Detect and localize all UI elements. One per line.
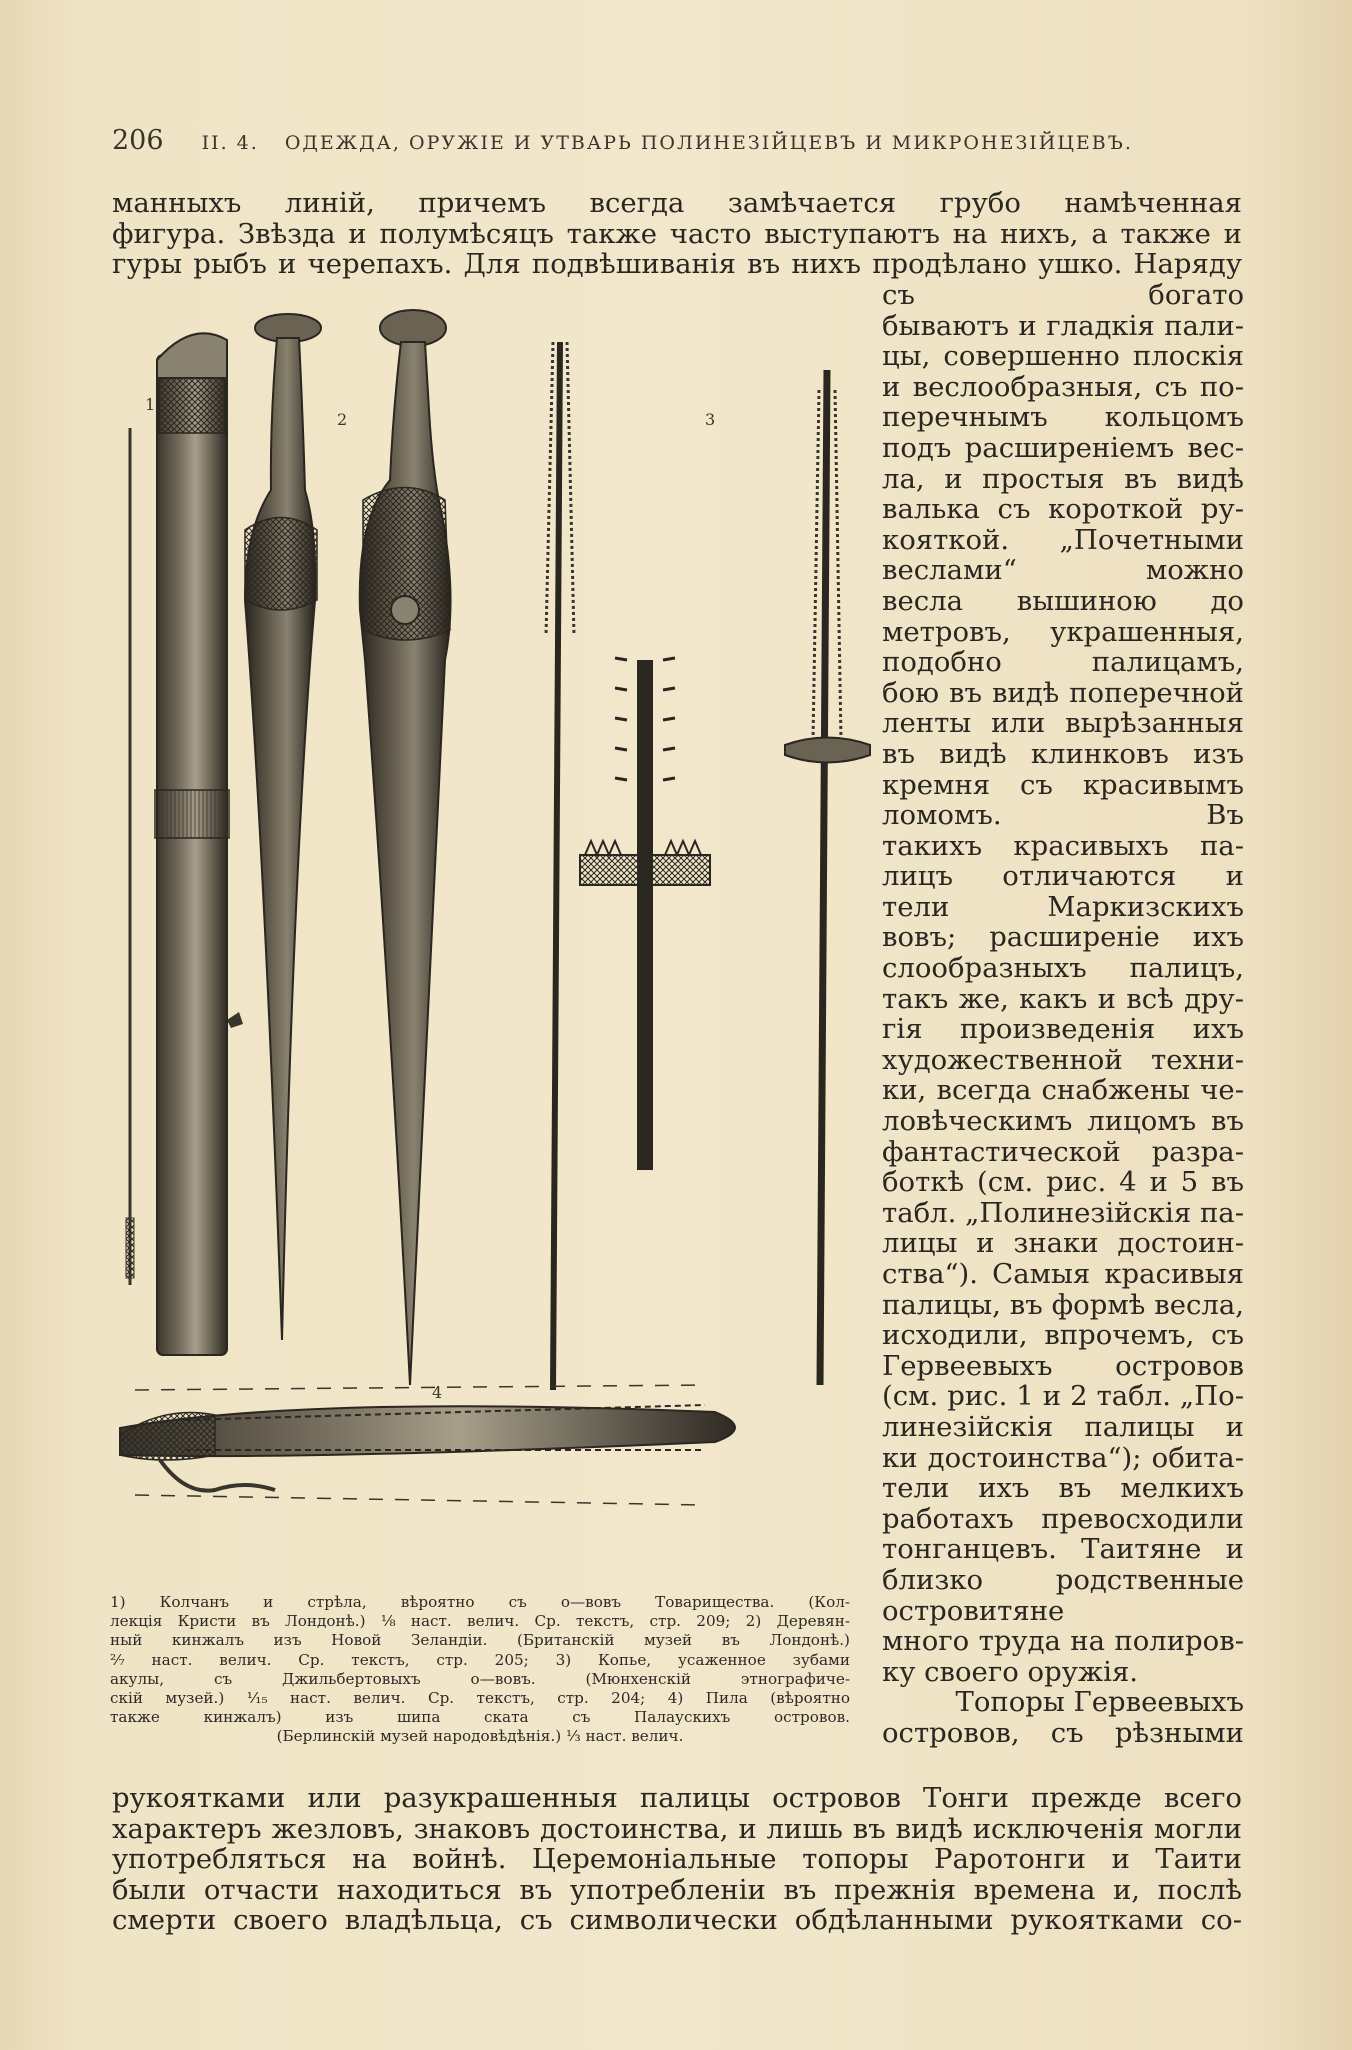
text-line: кремня съ красивымъ [882, 769, 1244, 801]
text-line: близко родственные [882, 1564, 1244, 1596]
text-line: были отчасти находиться въ употребленіи въ прежнія времена и, послѣ [112, 1874, 1242, 1906]
text-line: Топоры Гервеевыхъ [955, 1687, 1244, 1718]
spear-illustration-right [785, 370, 870, 1385]
saw-illustration [120, 1383, 735, 1505]
arrow-illustration [126, 428, 134, 1285]
text-line: цы, совершенно плоскія [882, 341, 1244, 372]
text-line: тонганцевъ. Таитяне и [882, 1534, 1244, 1565]
text-line: Гервеевыхъ островов [882, 1350, 1244, 1382]
figure-label-1: 1 [145, 395, 156, 414]
text-line: ку своего оружія. [882, 1656, 1139, 1688]
figure-label-4: 4 [432, 1383, 443, 1402]
text-line: такъ же, какъ и всѣ дру- [882, 983, 1244, 1015]
section-number: II. 4. [201, 132, 259, 154]
text-line: ломомъ. Въ [882, 800, 1244, 831]
text-line: ства“). Самыя красивыя [882, 1259, 1244, 1290]
text-line: бою въ видѣ поперечной [882, 677, 1244, 709]
text-line: боткѣ (см. рис. 4 и 5 въ [882, 1167, 1244, 1198]
text-line: подобно палицамъ, [882, 647, 1244, 678]
caption-line: (Берлинскій музей народовѣдѣнія.) ⅓ наст. велич. [276, 1727, 684, 1746]
text-line: табл. „Полинезійскія па- [882, 1197, 1244, 1229]
right-column-text [882, 280, 1244, 1749]
text-line: перечнымъ кольцомъ [882, 402, 1244, 433]
caption-line: лекція Кристи въ Лондонѣ.) ⅛ наст. велич. Ср. текстъ, стр. 209; 2) Деревян- [110, 1612, 850, 1631]
text-line: характеръ жезловъ, знаковъ достоинства, и лишь въ видѣ исключенія могли [112, 1813, 1242, 1845]
text-line: фантастической разра- [882, 1136, 1244, 1168]
text-line: (см. рис. 1 и 2 табл. „По- [882, 1381, 1244, 1412]
text-line: съ богато [882, 280, 1244, 311]
text-line: тели Маркизскихъ [882, 891, 1244, 923]
bottom-text-block [112, 1783, 1242, 1936]
caption-line: также кинжалъ) изъ шипа ската съ Палаускихъ островов. [110, 1708, 850, 1727]
text-line: линезійскія палицы и [882, 1411, 1244, 1443]
dagger-illustration-left [245, 314, 321, 1340]
text-line: валька съ короткой ру- [882, 494, 1244, 525]
text-line: ки, всегда снабжены че- [882, 1075, 1244, 1107]
text-line: подъ расширеніемъ вес- [882, 432, 1244, 464]
text-line: слообразныхъ палицъ, [882, 953, 1244, 984]
weapons-engraving [105, 300, 875, 1585]
text-line: манныхъ линій, причемъ всегда замѣчается грубо намѣченная [112, 188, 1242, 219]
caption-line: акулы, съ Джильбертовыхъ о—вовъ. (Мюнхенскій этнографиче- [110, 1669, 850, 1688]
text-line: художественной техни- [882, 1044, 1244, 1076]
text-line: такихъ красивыхъ па- [882, 830, 1244, 862]
text-line: много труда на полиров- [882, 1626, 1244, 1657]
text-line: тели ихъ въ мелкихъ [882, 1473, 1244, 1504]
text-line: смерти своего владѣльца, съ символически обдѣланными рукоятками со- [112, 1905, 1242, 1936]
text-line: гуры рыбъ и черепахъ. Для подвѣшиванія въ нихъ продѣлано ушко. Наряду [112, 249, 1242, 280]
text-line: исходили, впрочемъ, съ [882, 1320, 1244, 1351]
text-line: метровъ, украшенныя, [882, 616, 1244, 648]
text-line: кояткой. „Почетными [882, 524, 1244, 556]
caption-line: ²⁄₇ наст. велич. Ср. текстъ, стр. 205; 3) Копье, усаженное зубами [110, 1650, 850, 1669]
dagger-illustration-right [337, 310, 451, 1385]
text-line: лицъ отличаются и [882, 861, 1244, 892]
text-line: гія произведенія ихъ [882, 1014, 1244, 1045]
text-line: употребляться на войнѣ. Церемоніальные топоры Раротонги и Таити [112, 1844, 1242, 1875]
text-line: рукоятками или разукрашенныя палицы островов Тонги прежде всего [112, 1783, 1242, 1814]
spear-illustration [546, 342, 574, 1390]
caption-line: ный кинжалъ изъ Новой Зеландіи. (Британскій музей въ Лондонѣ.) [110, 1631, 850, 1650]
text-line: ленты или вырѣзанныя [882, 708, 1244, 739]
figure-caption [110, 1593, 850, 1747]
text-line: весла вышиною до [882, 585, 1244, 617]
text-line: въ видѣ клинковъ изъ [882, 738, 1244, 770]
running-header [112, 125, 1252, 156]
text-line: островов, съ рѣзными [882, 1717, 1244, 1749]
text-line: веслами“ можно [882, 555, 1244, 586]
text-line: лицы и знаки достоин- [882, 1228, 1244, 1259]
figure-label-3: 3 [705, 410, 716, 429]
text-line: фигура. Звѣзда и полумѣсяцъ также часто выступаютъ на нихъ, а также и [112, 218, 1242, 250]
text-line: и веслообразныя, съ по- [882, 371, 1244, 403]
caption-line: 1) Колчанъ и стрѣла, вѣроятно съ о—вовъ Товарищества. (Кол- [110, 1593, 850, 1611]
text-line: палицы, въ формѣ весла, [882, 1289, 1244, 1321]
figure-label-2: 2 [337, 410, 348, 429]
top-text-block [112, 188, 1242, 280]
spear-fragment-illustration [580, 410, 715, 1170]
quiver-illustration [145, 333, 243, 1355]
page-number: 206 [112, 125, 164, 156]
text-line: вовъ; расширеніе ихъ [882, 922, 1244, 954]
text-line: ла, и простыя въ видѣ [882, 463, 1244, 495]
caption-line: скій музей.) ¹⁄₁₅ наст. велич. Ср. текстъ, стр. 204; 4) Пила (вѣроятно [110, 1688, 850, 1707]
text-line: работахъ превосходили [882, 1503, 1244, 1535]
text-line: островитяне [882, 1595, 1065, 1627]
text-line: бываютъ и гладкія пали- [882, 310, 1244, 342]
text-line: ки достоинства“); обита- [882, 1442, 1244, 1474]
running-title: ОДЕЖДА, ОРУЖІЕ И УТВАРЬ ПОЛИНЕЗІЙЦЕВЪ И МИКРОНЕЗІЙЦЕВЪ. [284, 132, 1133, 154]
text-line: ловѣческимъ лицомъ въ [882, 1106, 1244, 1137]
